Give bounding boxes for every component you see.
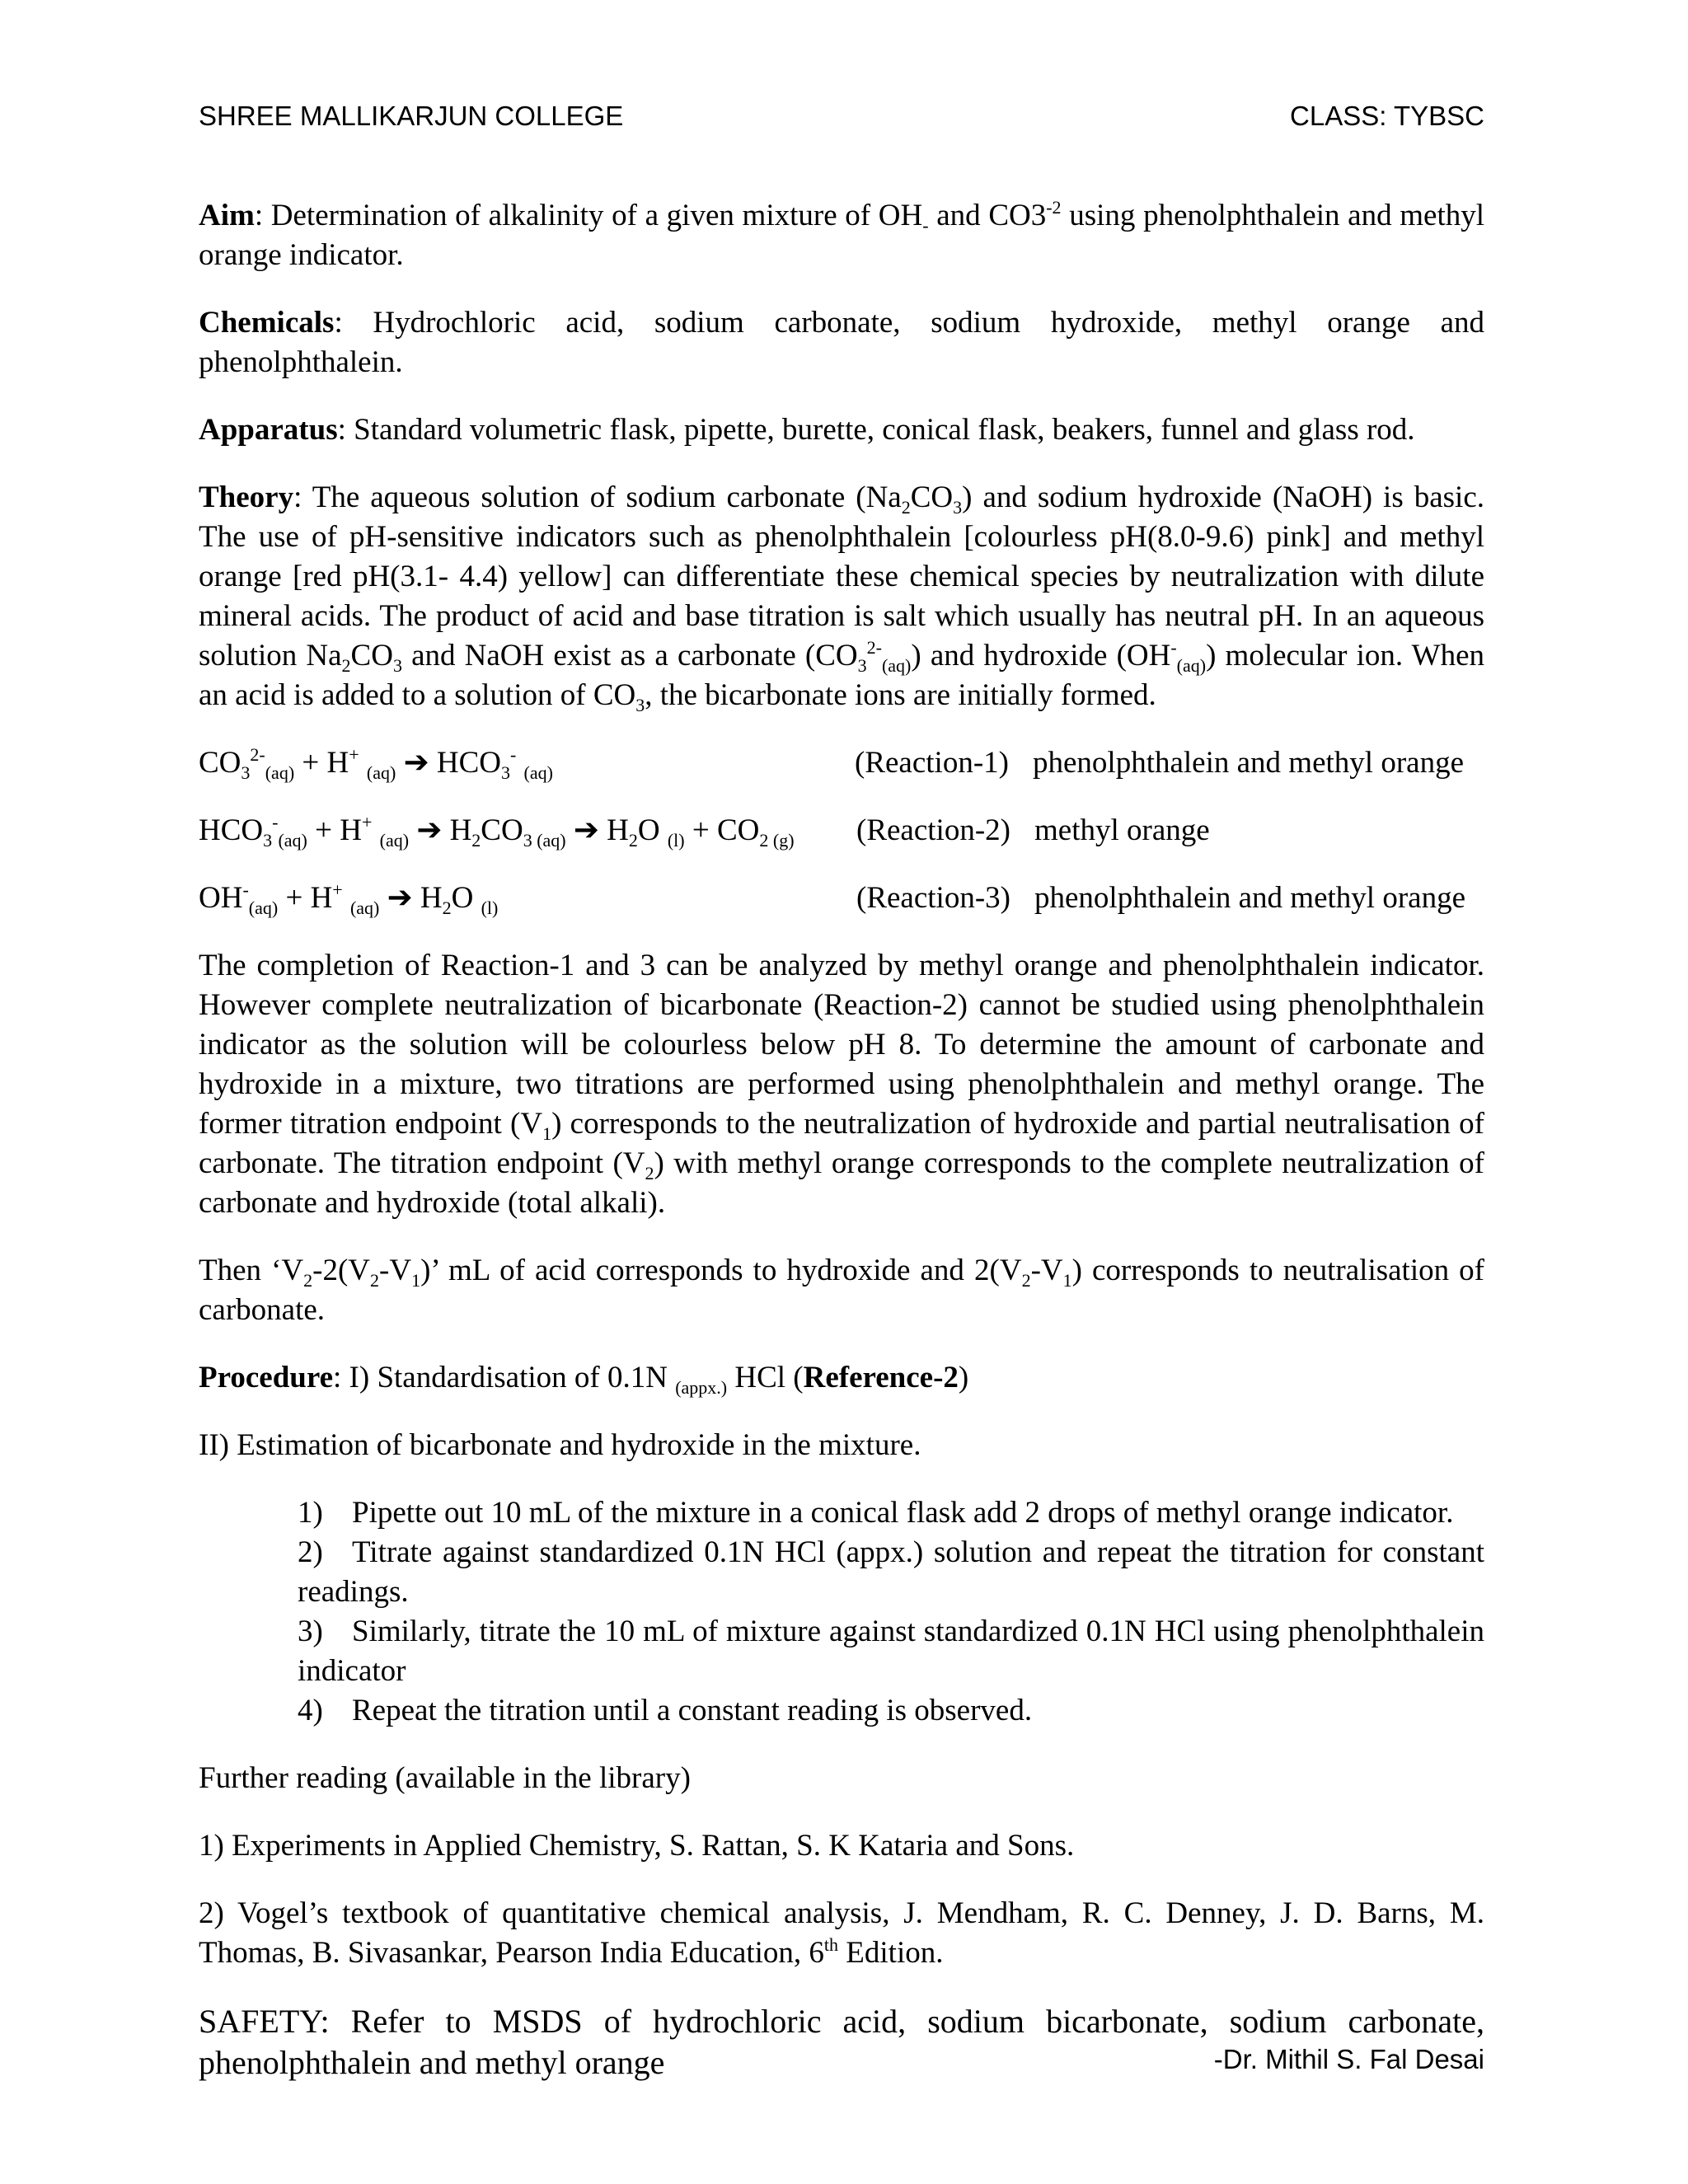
reaction-indicator: phenolphthalein and methyl orange — [1033, 746, 1464, 780]
aim-label: Aim — [199, 199, 255, 232]
reaction-number: (Reaction-2) — [856, 813, 1010, 847]
step-number: 4) — [298, 1694, 323, 1727]
reaction-indicator: phenolphthalein and methyl orange — [1034, 881, 1465, 915]
sub-1: 1 — [1062, 1270, 1072, 1291]
paragraph2-t3: ) with methyl orange corresponds to the complete neutralization of carbonate and hydroxide (total alkali). — [199, 1146, 1484, 1220]
theory-text: ) and sodium hydroxide (NaOH) is basic. The use of pH-sensitive indicators such as phenolphthalein [colourless pH(8.0-9.6) pink] and methyl orange [red pH(3.1- 4.4) yellow] can differentiate these chemical species by neutralization with dilute mineral acids. The product of acid and base titration is salt which usually has neutral pH. In an aqueous solution Na — [199, 480, 1484, 673]
step-text: Similarly, titrate the 10 mL of mixture against standardized 0.1N HCl using phenolphthalein indicator — [298, 1615, 1484, 1688]
step-number: 1) — [298, 1496, 323, 1530]
sub-3: 3 — [635, 695, 645, 715]
reaction-indicator: methyl orange — [1034, 813, 1210, 847]
list-item — [298, 1493, 1484, 1533]
aim-text-mid: and CO3 — [928, 199, 1047, 232]
further-reading-heading: Further reading (available in the library) — [199, 1761, 691, 1795]
further-reading-ref2-b: Edition. — [838, 1936, 944, 1970]
document-body — [199, 196, 1484, 2083]
step-text: Titrate against standardized 0.1N HCl (appx.) solution and repeat the titration for constant readings. — [298, 1535, 1484, 1609]
procedure-label: Procedure — [199, 1361, 334, 1394]
theory-text: CO — [350, 639, 393, 673]
list-item — [298, 1691, 1484, 1731]
procedure-paragraph — [199, 1358, 1484, 1398]
chemicals-paragraph — [199, 303, 1484, 382]
sub-3: 3 — [953, 497, 963, 518]
reaction-number: (Reaction-3) — [856, 881, 1010, 915]
sub-3: 3 — [857, 655, 867, 676]
paragraph2-t1: The completion of Reaction-1 and 3 can be analyzed by methyl orange and phenolphthalein indicator. However complete neutralization of bicarbonate (Reaction-2) cannot be studied using phenolphthalein indicator as the solution will be colourless below pH 8. To determine the amount of carbonate and hydroxide in a mixture, two titrations are performed using phenolphthalein and methyl orange. The former titration endpoint (V — [199, 949, 1484, 1141]
procedure-t3: ) — [958, 1361, 969, 1394]
paragraph3-t5: -V — [1030, 1254, 1063, 1287]
apparatus-label: Apparatus — [199, 413, 338, 447]
sub-1: 1 — [411, 1270, 421, 1291]
class-label: CLASS: TYBSC — [1290, 101, 1484, 131]
theory-text: : The aqueous solution of sodium carbonate (Na — [293, 480, 902, 514]
sub-aq: (aq) — [1176, 655, 1207, 676]
college-name: SHREE MALLIKARJUN COLLEGE — [199, 101, 624, 131]
aim-paragraph — [199, 196, 1484, 275]
apparatus-text: : Standard volumetric flask, pipette, burette, conical flask, beakers, funnel and glass rod. — [337, 413, 1415, 447]
page-header — [199, 96, 1484, 137]
list-item — [298, 1612, 1484, 1691]
procedure-part-2: II) Estimation of bicarbonate and hydroxide in the mixture. — [199, 1428, 921, 1462]
chemicals-text: : Hydrochloric acid, sodium carbonate, sodium hydroxide, methyl orange and phenolphthalein. — [199, 306, 1484, 379]
aim-text: : Determination of alkalinity of a given mixture of OH — [254, 199, 923, 232]
apparatus-paragraph — [199, 410, 1484, 450]
reaction-3 — [199, 879, 1484, 918]
theory-text: ) molecular ion. When an acid is added to a solution of CO — [199, 639, 1484, 712]
procedure-t2: HCl ( — [727, 1361, 804, 1394]
step-number: 3) — [298, 1615, 323, 1648]
theory-text: and NaOH exist as a carbonate (CO — [401, 639, 858, 673]
sub-2: 2 — [341, 655, 351, 676]
procedure-appx: (appx.) — [675, 1377, 728, 1398]
theory-text: , the bicarbonate ions are initially formed. — [645, 678, 1156, 712]
reaction-equation: $HCO_3^-_{(aq)} + H^+$ $_{(aq)}$ ➔ $H_2CO_{3 (aq)}$ ➔ $H_2O$ $_{(l)} + CO_{2 (g)}$ — [199, 812, 795, 851]
sub-aq: (aq) — [881, 655, 912, 676]
paragraph3-t4: )’ mL of acid corresponds to hydroxide and 2(V — [420, 1254, 1022, 1287]
reaction-1 — [199, 743, 1484, 783]
further-reading-ref2-a: 2) Vogel’s textbook of quantitative chemical analysis, J. Mendham, R. C. Denney, J. D. Barns, M. Thomas, B. Sivasankar, Pearson India Education, 6 — [199, 1896, 1484, 1970]
aim-text-after: using phenolphthalein and methyl orange indicator. — [199, 199, 1485, 272]
aim-co3-sup: -2 — [1046, 197, 1062, 218]
sub-2: 2 — [901, 497, 911, 518]
sub-2: 2 — [1021, 1270, 1031, 1291]
step-text: Pipette out 10 mL of the mixture in a conical flask add 2 drops of methyl orange indicator. — [352, 1496, 1454, 1530]
paragraph2-t2: ) corresponds to the neutralization of hydroxide and partial neutralisation of carbonate. The titration endpoint (V — [199, 1107, 1484, 1180]
chemicals-label: Chemicals — [199, 306, 335, 340]
analysis-paragraph — [199, 946, 1484, 1223]
theory-label: Theory — [199, 480, 294, 514]
paragraph3-t1: Then ‘V — [199, 1254, 304, 1287]
step-text: Repeat the titration until a constant reading is observed. — [352, 1694, 1033, 1727]
step-number: 2) — [298, 1535, 323, 1569]
procedure-steps — [199, 1493, 1484, 1731]
paragraph3-t3: -V — [379, 1254, 412, 1287]
paragraph3-t6: ) corresponds to neutralisation of carbonate. — [199, 1254, 1484, 1327]
sup-2-: 2- — [866, 637, 882, 658]
sub-1: 1 — [542, 1123, 552, 1144]
further-reading-ref2-sup: th — [823, 1934, 839, 1955]
safety-note: SAFETY: Refer to MSDS of hydrochloric acid, sodium bicarbonate, sodium carbonate, phenolphthalein and methyl orange — [199, 2003, 1484, 2081]
reference-1: 1) Experiments in Applied Chemistry, S. Rattan, S. K Kataria and Sons. — [199, 1829, 1075, 1863]
procedure-t1: : I) Standardisation of 0.1N — [333, 1361, 676, 1394]
sup-: - — [1170, 637, 1177, 658]
calculation-paragraph — [199, 1251, 1484, 1330]
list-item — [298, 1533, 1484, 1612]
theory-paragraph — [199, 478, 1484, 715]
sub-2: 2 — [370, 1270, 380, 1291]
sub-2: 2 — [645, 1163, 654, 1183]
sub-3: 3 — [392, 655, 402, 676]
reaction-2 — [199, 811, 1484, 851]
reaction-number: (Reaction-1) — [855, 746, 1009, 780]
reference-2 — [199, 1894, 1484, 1973]
theory-text: ) and hydroxide (OH — [911, 639, 1171, 673]
author-signature: -Dr. Mithil S. Fal Desai — [1213, 2044, 1484, 2074]
reaction-equation: $CO_3^{2-}_{(aq)} + H^+$ $_{(aq)}$ ➔ $HCO_3^-$ $_{(aq)}$ — [199, 744, 553, 783]
reaction-equation: $OH^-_{(aq)} + H^+$ $_{(aq)}$ ➔ $H_2O$ $_{(l)}$ — [199, 879, 499, 918]
sub-2: 2 — [303, 1270, 313, 1291]
paragraph3-t2: -2(V — [312, 1254, 371, 1287]
theory-text: CO — [910, 480, 954, 514]
procedure-reference: Reference-2 — [803, 1361, 959, 1394]
aim-oh-sub: - — [922, 215, 929, 236]
